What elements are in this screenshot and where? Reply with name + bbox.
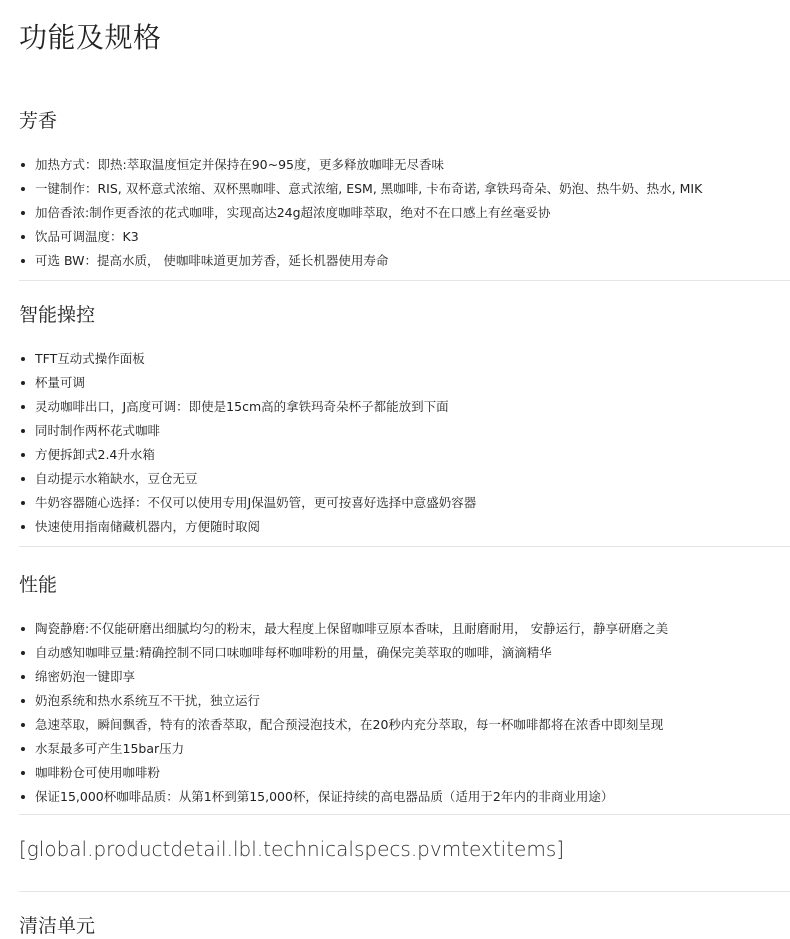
section-title-cleaning-unit: 清洁单元 <box>19 915 96 937</box>
aroma-spec-list <box>19 153 702 273</box>
list-item-text: 水泵最多可产生15bar压力 <box>35 741 185 756</box>
bullet-icon <box>21 501 25 505</box>
list-item-text: 同时制作两杯花式咖啡 <box>35 423 161 438</box>
list-item <box>19 641 668 665</box>
bullet-icon <box>21 211 25 215</box>
list-item-text: 急速萃取，瞬间飘香，特有的浓香萃取，配合预浸泡技术，在20秒内充分萃取，每一杯咖啡都将在浓香中即刻呈现 <box>35 717 664 732</box>
bullet-icon <box>21 405 25 409</box>
list-item <box>19 617 668 641</box>
list-item <box>19 419 476 443</box>
list-item-text: 牛奶容器随心选择：不仅可以使用专用J保温奶管，更可按喜好选择中意盛奶容器 <box>35 495 477 510</box>
list-item <box>19 491 476 515</box>
section-title-aroma: 芳香 <box>19 110 58 132</box>
bullet-icon <box>21 525 25 529</box>
performance-spec-list <box>19 617 668 809</box>
list-item-text: TFT互动式操作面板 <box>35 351 145 366</box>
list-item-text: 一键制作：RIS, 双杯意式浓缩、双杯黑咖啡、意式浓缩, ESM, 黑咖啡, 卡布奇诺, 拿铁玛奇朵、奶泡、热牛奶、热水, MIK <box>35 181 703 196</box>
smart-control-spec-list <box>19 347 476 539</box>
list-item-text: 自动提示水箱缺水，豆仓无豆 <box>35 471 198 486</box>
list-item <box>19 371 476 395</box>
bullet-icon <box>21 699 25 703</box>
list-item <box>19 347 476 371</box>
list-item-text: 保证15,000杯咖啡品质：从第1杯到第15,000杯，保证持续的高电器品质（适用于2年内的非商业用途） <box>35 789 614 804</box>
list-item <box>19 395 476 419</box>
list-item-text: 咖啡粉仓可使用咖啡粉 <box>35 765 161 780</box>
list-item <box>19 761 668 785</box>
list-item-text: 奶泡系统和热水系统互不干扰，独立运行 <box>35 693 261 708</box>
list-item-text: 自动感知咖啡豆量:精确控制不同口味咖啡每杯咖啡粉的用量，确保完美萃取的咖啡，滴滴精华 <box>35 645 552 660</box>
list-item <box>19 713 668 737</box>
bullet-icon <box>21 795 25 799</box>
list-item-text: 加倍香浓:制作更香浓的花式咖啡，实现高达24g超浓度咖啡萃取，绝对不在口感上有丝毫妥协 <box>35 205 551 220</box>
section-divider <box>19 280 790 281</box>
section-divider <box>19 546 790 547</box>
list-item-text: 方便拆卸式2.4升水箱 <box>35 447 155 462</box>
bullet-icon <box>21 259 25 263</box>
page-title: 功能及规格 <box>19 21 162 54</box>
bullet-icon <box>21 723 25 727</box>
list-item <box>19 467 476 491</box>
list-item <box>19 201 702 225</box>
list-item <box>19 249 702 273</box>
list-item <box>19 785 668 809</box>
list-item <box>19 177 702 201</box>
bullet-icon <box>21 771 25 775</box>
bullet-icon <box>21 235 25 239</box>
section-divider <box>19 891 790 892</box>
section-title-performance: 性能 <box>19 574 58 596</box>
list-item <box>19 153 702 177</box>
section-divider <box>19 814 790 815</box>
bullet-icon <box>21 651 25 655</box>
list-item-text: 灵动咖啡出口，J高度可调：即使是15cm高的拿铁玛奇朵杯子都能放到下面 <box>35 399 449 414</box>
list-item <box>19 443 476 467</box>
list-item-text: 可选 BW：提高水质， 使咖啡味道更加芳香，延长机器使用寿命 <box>35 253 389 268</box>
bullet-icon <box>21 187 25 191</box>
bullet-icon <box>21 477 25 481</box>
list-item-text: 绵密奶泡一键即享 <box>35 669 136 684</box>
list-item <box>19 225 702 249</box>
bullet-icon <box>21 627 25 631</box>
bullet-icon <box>21 453 25 457</box>
list-item-text: 饮品可调温度：K3 <box>35 229 139 244</box>
list-item <box>19 515 476 539</box>
list-item-text: 陶瓷静磨:不仅能研磨出细腻均匀的粉末，最大程度上保留咖啡豆原本香味，且耐磨耐用， 安静运行，静享研磨之美 <box>35 621 669 636</box>
list-item-text: 加热方式：即热:萃取温度恒定并保持在90~95度，更多释放咖啡无尽香味 <box>35 157 444 172</box>
bullet-icon <box>21 747 25 751</box>
bullet-icon <box>21 357 25 361</box>
bullet-icon <box>21 675 25 679</box>
technical-specs-placeholder: [global.productdetail.lbl.technicalspecs.pvmtextitems] <box>19 837 565 861</box>
list-item <box>19 737 668 761</box>
list-item-text: 快速使用指南储藏机器内，方便随时取阅 <box>35 519 261 534</box>
bullet-icon <box>21 381 25 385</box>
list-item <box>19 689 668 713</box>
section-title-smart-control: 智能操控 <box>19 304 96 326</box>
bullet-icon <box>21 163 25 167</box>
bullet-icon <box>21 429 25 433</box>
list-item-text: 杯量可调 <box>35 375 86 390</box>
list-item <box>19 665 668 689</box>
